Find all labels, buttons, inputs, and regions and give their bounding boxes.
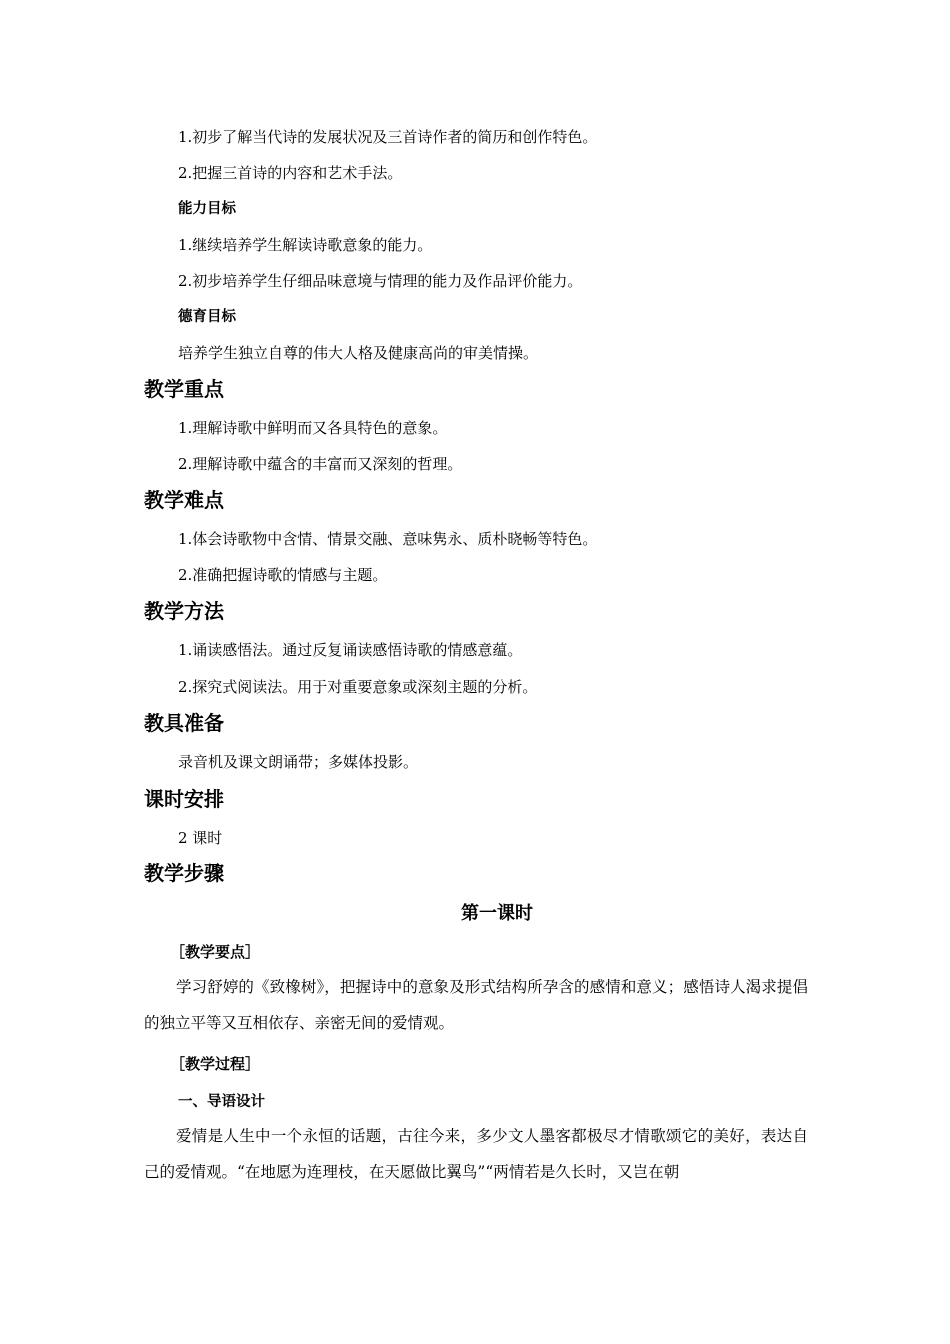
difficulty-2: 2.准确把握诗歌的情感与主题。 [178,566,388,584]
lesson-title: 第一课时 [461,903,533,924]
tools-text: 录音机及课文朗诵带；多媒体投影。 [178,753,419,771]
key-point-1: 1.理解诗歌中鲜明而又各具特色的意象。 [178,419,448,437]
method-1: 1.诵读感悟法。通过反复诵读感悟诗歌的情感意蕴。 [178,641,523,659]
teaching-process-label: ［教学过程］ [170,1055,261,1073]
ability-heading: 能力目标 [178,201,236,217]
steps-heading: 教学步骤 [144,861,224,885]
key-points-heading: 教学重点 [144,377,224,401]
schedule-heading: 课时安排 [144,787,224,811]
knowledge-item-1: 1.初步了解当代诗的发展状况及三首诗作者的简历和创作特色。 [178,128,598,146]
key-point-2: 2.理解诗歌中蕴含的丰富而又深刻的哲理。 [178,455,463,473]
teaching-key-label: ［教学要点］ [170,943,261,961]
method-2: 2.探究式阅读法。用于对重要意象或深刻主题的分析。 [178,678,538,696]
moral-heading: 德育目标 [178,309,236,325]
difficulty-1: 1.体会诗歌物中含情、情景交融、意味隽永、质朴晓畅等特色。 [178,530,598,548]
difficulties-heading: 教学难点 [144,488,224,512]
knowledge-item-2: 2.把握三首诗的内容和艺术手法。 [178,164,403,182]
tools-heading: 教具准备 [144,711,224,735]
section-one-heading: 一、导语设计 [178,1094,265,1110]
ability-item-2: 2.初步培养学生仔细品味意境与情理的能力及作品评价能力。 [178,272,583,290]
moral-text: 培养学生独立自尊的伟大人格及健康高尚的审美情操。 [178,344,539,362]
teaching-key-text: 学习舒婷的《致橡树》，把握诗中的意象及形式结构所孕含的感情和意义；感悟诗人渴求提倡的独立平等又互相依存、亲密无间的爱情观。 [144,978,808,1032]
schedule-text: 2 课时 [178,829,223,847]
methods-heading: 教学方法 [144,599,224,623]
ability-item-1: 1.继续培养学生解读诗歌意象的能力。 [178,236,433,254]
intro-text: 爱情是人生中一个永恒的话题，古往今来，多少文人墨客都极尽才情歌颂它的美好，表达自己的爱情观。“在地愿为连理枝，在天愿做比翼鸟”“两情若是久长时，又岂在朝 [144,1127,808,1181]
